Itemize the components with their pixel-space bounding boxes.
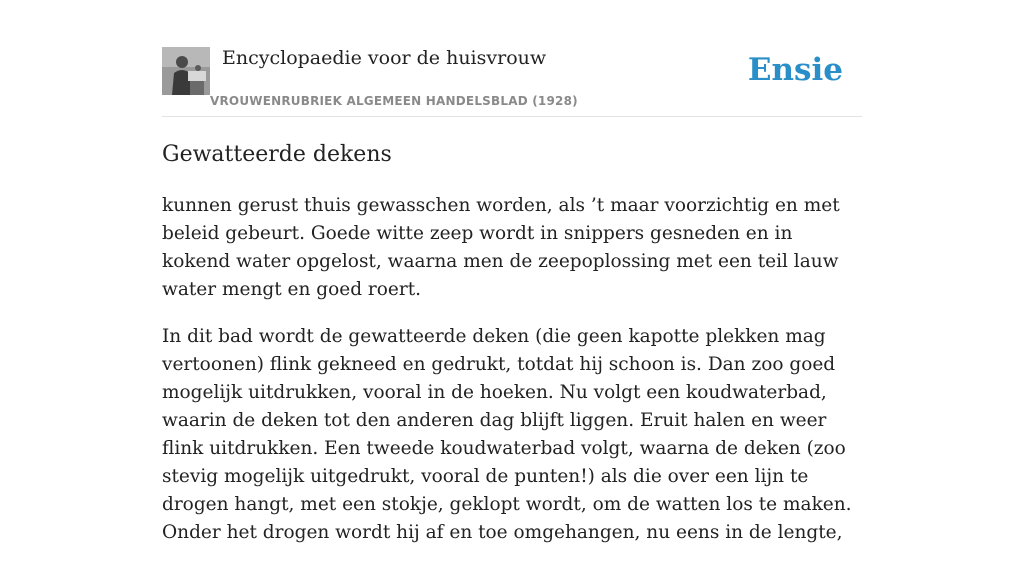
entry-body	[162, 192, 862, 566]
entry-paragraph: In dit bad wordt de gewatteerde deken (die geen kapotte plekken mag vertoonen) flink gekneed en gedrukt, totdat hij schoon is. Dan zoo goed mogelijk uitdrukken, vooral in de hoeken. Nu volgt een koudwaterbad, waarin de deken tot den anderen dag blijft liggen. Eruit halen en weer flink uitdrukken. Een tweede koudwaterbad volgt, waarna de deken (zoo stevig mogelijk uitgedrukt, vooral de punten!) als die over een lijn te drogen hangt, met een stokje, geklopt wordt, om de watten los te maken. Onder het drogen wordt hij af en toe omgehangen, nu eens in de lengte,	[162, 326, 852, 543]
entry-paragraph: kunnen gerust thuis gewasschen worden, als ’t maar voorzichtig en met beleid gebeurt. Goede witte zeep wordt in snippers gesneden en in kokend water opgelost, waarna men de zeepoplossing met een teil lauw water mengt en goed roert.	[162, 195, 840, 300]
site-title[interactable]: Encyclopaedie voor de huisvrouw	[222, 47, 547, 69]
site-subtitle: VROUWENRUBRIEK ALGEMEEN HANDELSBLAD (1928)	[210, 94, 578, 108]
author-avatar[interactable]	[162, 47, 210, 95]
entry-card	[162, 0, 862, 543]
page-header	[162, 0, 862, 117]
vintage-photo-avatar-icon	[162, 47, 210, 95]
entry-title: Gewatteerde dekens	[162, 142, 392, 167]
ensie-logo[interactable]: Ensie	[747, 52, 843, 88]
